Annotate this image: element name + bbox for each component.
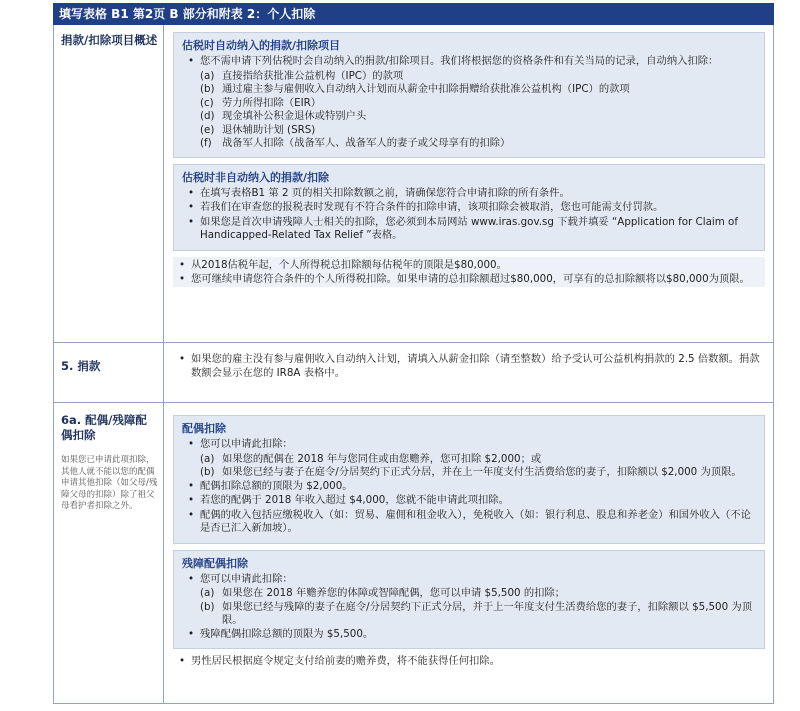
handicapped-spouse-relief-box	[173, 550, 765, 650]
row-content-cell	[164, 25, 773, 342]
bullet-icon: •	[178, 655, 186, 667]
sub-item: (e) 退休辅助计划 (SRS)	[200, 123, 316, 136]
handicapped-spouse-title: 残障配偶扣除	[182, 556, 248, 570]
bullet-icon: •	[187, 508, 195, 521]
bullet-icon: •	[187, 479, 195, 492]
list-item: • 在填写表格B1 第 2 页的相关扣除数额之前，请确保您符合申请扣除的所有条件。	[182, 187, 756, 201]
row-note: 如果您已申请此项扣除，其他人就不能以您的配偶申请其他扣除（如父母/残障父母的扣除）除了祖父母看护者扣除之外。	[61, 455, 158, 511]
list-item: • 您不需申请下列估税时会自动纳入的捐款/扣除项目。我们将根据您的资格条件和有关当局的记录，自动纳入扣除：	[182, 55, 756, 69]
spouse-relief-box	[173, 415, 765, 544]
spouse-relief-title: 配偶扣除	[182, 422, 226, 435]
sub-item: (c) 劳力所得扣除（EIR）	[200, 96, 322, 109]
sub-item: (a) 直接指给获批准公益机构（IPC）的款项	[200, 69, 404, 82]
bullet-icon: •	[178, 258, 186, 271]
sub-item: (f) 战备军人扣除（战备军人、战备军人的妻子或父母享有的扣除）	[200, 137, 511, 149]
sub-item: (b) 如果您已经与妻子在庭令/分居契约下正式分居，并在上一年度支付生活费给您的妻子，扣除额以 $2,000 为顶限。	[200, 466, 742, 478]
list-item: • 您可以申请此扣除：	[182, 573, 756, 587]
list-item: • 残障配偶扣除总额的顶限为 $5,500。	[182, 628, 756, 642]
row-spouse-relief	[53, 403, 774, 704]
sub-item: (d) 现金填补公积金退休或特别户头	[200, 110, 367, 122]
list-item: • 若您的配偶于 2018 年收入超过 $4,000，您就不能申请此项扣除。	[182, 494, 756, 508]
sub-item: (b) 通过雇主参与雇佣收入自动纳入计划而从薪金中扣除捐赠给获批准公益机构（IPC）的款项	[200, 83, 630, 95]
row-relief-overview	[53, 25, 774, 343]
list-item: • 若我们在审查您的报税表时发现有不符合条件的扣除申请，该项扣除会被取消，您也可能需支付罚款。	[182, 201, 756, 215]
list-item: • 配偶的收入包括应缴税收入（如：贸易、雇佣和租金收入），免税收入（如：银行利息、股息和养老金）和国外收入（不论是否已汇入新加坡）。	[182, 509, 756, 536]
list-item: • 如果您是首次申请残障人士相关的扣除，您必须到本局网站 www.iras.gov.sg 下载并填妥 “Application for Claim of Handicapped-Related Tax Relief ”表格。	[182, 216, 756, 243]
bullet-icon: •	[187, 201, 195, 213]
list-item: • 您可以申请此扣除：	[182, 438, 756, 452]
bullet-icon: •	[187, 627, 195, 640]
manual-relief-title: 估税时非自动纳入的捐款/扣除	[182, 170, 330, 184]
row-label-cell	[54, 25, 164, 342]
row-label-cell	[54, 343, 164, 402]
relief-table	[53, 25, 774, 704]
row-label: 6a. 配偶/残障配偶扣除	[61, 413, 147, 442]
bullet-icon: •	[187, 572, 195, 585]
relief-cap-box	[173, 257, 765, 287]
row-label-cell	[54, 403, 164, 703]
list-item: • 您可继续申请您符合条件的个人所得税扣除。如果申请的总扣除额超过$80,000，可享有的总扣除额将以$80,000为顶限。	[173, 273, 765, 287]
bullet-icon: •	[187, 438, 195, 450]
bullet-icon: •	[178, 353, 186, 365]
sub-item: (b) 如果您已经与残障的妻子在庭令/分居契约下正式分居，并于上一年度支付生活费给您的妻子，扣除额以 $5,500 为顶限。	[200, 600, 752, 626]
manual-relief-box	[173, 164, 765, 251]
list-item: • 从2018估税年起，个人所得税总扣除额每估税年的顶限是$80,000。	[173, 259, 765, 273]
bullet-icon: •	[187, 55, 195, 67]
auto-relief-title: 估税时自动纳入的捐款/扣除项目	[182, 39, 341, 52]
section-header: 填写表格 B1 第2页 B 部分和附表 2：个人扣除	[53, 3, 774, 25]
sub-item: (a) 如果您在 2018 年赡养您的体障或智障配偶，您可以申请 $5,500 的扣除；	[200, 587, 566, 599]
bullet-icon: •	[178, 273, 186, 285]
auto-relief-box	[173, 32, 765, 158]
bullet-icon: •	[187, 494, 195, 506]
row-label: 5. 捐款	[61, 359, 101, 373]
bullet-icon: •	[187, 215, 195, 228]
row-content-cell	[164, 403, 773, 703]
row-content-cell	[164, 343, 773, 402]
row-donations	[53, 343, 774, 403]
bullet-icon: •	[187, 186, 195, 199]
sub-item: (a) 如果您的配偶在 2018 年与您同住或由您赡养，您可扣除 $2,000；或	[200, 452, 542, 465]
list-item: • 男性居民根据庭令规定支付给前妻的赡养费，将不能获得任何扣除。	[173, 655, 765, 669]
list-item: • 配偶扣除总额的顶限为 $2,000。	[182, 480, 756, 494]
row-label: 捐款/扣除项目概述	[61, 33, 158, 47]
list-item: • 如果您的雇主没有参与雇佣收入自动纳入计划，请填入从薪金扣除（请至整数）给予受认可公益机构捐款的 2.5 倍数额。捐款数额会显示在您的 IR8A 表格中。	[173, 353, 765, 380]
